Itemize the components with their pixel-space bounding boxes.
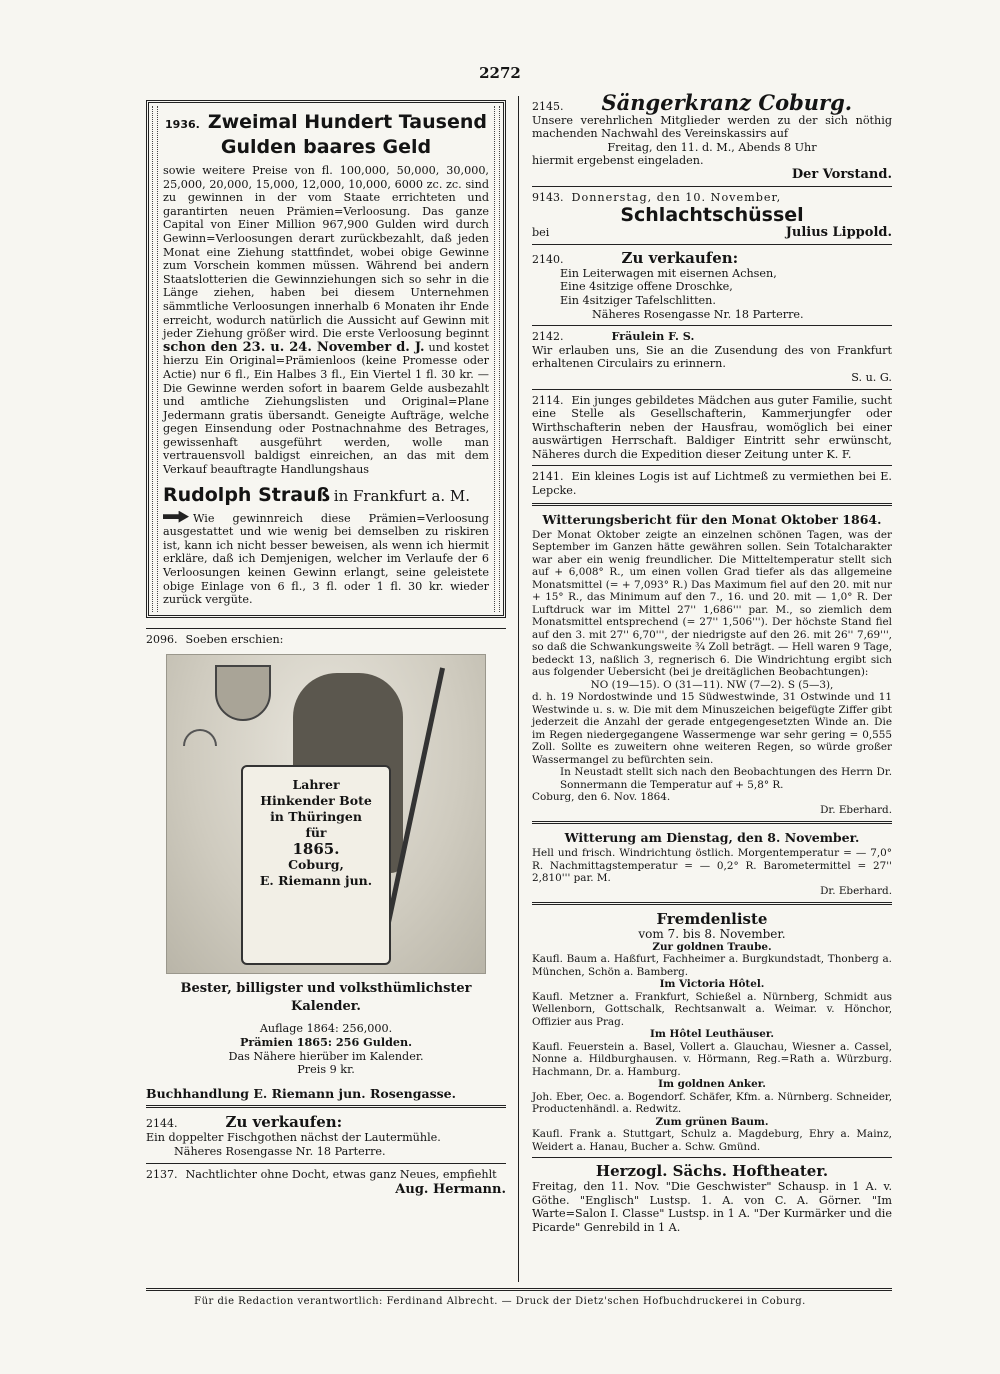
- ad-number: 2144.: [146, 1117, 178, 1131]
- schlachtschuessel-heading: Schlachtschüssel: [620, 204, 804, 227]
- divider: [146, 628, 506, 629]
- schlachtschuessel-ad: [532, 191, 892, 240]
- witterungsbericht-dateline: Coburg, den 6. Nov. 1864.: [532, 791, 671, 804]
- schlachtschuessel-date: Donnerstag, den 10. November,: [571, 190, 782, 204]
- calendar-woodcut-illustration: [166, 654, 486, 974]
- calendar-scroll: [241, 765, 391, 965]
- hotel-guests: Kaufl. Feuerstein a. Basel, Vollert a. Glauchau, Wiesner a. Cassel, Nonne a. Hildburghausen. v. Hörmann, Reg.=Rath a. Würzburg. Hachmann, Dr. a. Hamburg.: [532, 1040, 892, 1078]
- footer-imprint: Für die Redaction verantwortlich: Ferdinand Albrecht. — Druck der Dietz'schen Hofbuchdruckerei in Coburg.: [194, 1296, 806, 1307]
- ad-number: 2137.: [146, 1167, 178, 1181]
- maedchen-ad: [532, 394, 892, 462]
- hotel-guests: Kaufl. Baum a. Haßfurt, Fachheimer a. Burgkundstadt, Thonberg a. München, Schön a. Bamberg.: [532, 953, 892, 978]
- ad-number: 2141.: [532, 470, 564, 484]
- divider: [532, 389, 892, 390]
- hotel-name: Im Hôtel Leuthäuser.: [650, 1028, 774, 1041]
- hoftheater: [532, 1162, 892, 1234]
- fischgothen-heading: Zu verkaufen:: [225, 1113, 343, 1132]
- scroll-line: in Thüringen: [270, 809, 362, 825]
- divider: [532, 1157, 892, 1158]
- scroll-line: Coburg,: [288, 857, 344, 873]
- witterung-dienstag-heading: Witterung am Dienstag, den 8. November.: [564, 830, 860, 846]
- divider: [532, 325, 892, 326]
- ad-number: 1936.: [165, 118, 200, 131]
- verkaufen-line: Ein Leiterwagen mit eisernen Achsen,: [560, 266, 777, 280]
- lottery-closing-text: Wie gewinnreich diese Prämien=Verloosung ausgestattet und wie wenig bei demselben zu riskiren ist, kann ich nicht besser beweisen, als wenn ich hiermit erkläre, daß ich Demjenigen, welcher im Verlaufe der 6 Verloosungen keinen Gewinn erlangt, seine geleistete obige Einlage von 6 fl., 3 fl. oder 1 fl. 30 kr. wieder zurück vergüte.: [163, 511, 489, 607]
- footer-rule: [146, 1288, 892, 1291]
- saengerkranz-date: Freitag, den 11. d. M., Abends 8 Uhr: [607, 140, 817, 154]
- divider: [532, 503, 892, 506]
- calendar-seller: Buchhandlung E. Riemann jun. Rosengasse.: [146, 1085, 456, 1101]
- verkaufen-heading-line: [532, 249, 892, 267]
- scroll-year: 1865.: [292, 840, 340, 859]
- hotel-name: Im Victoria Hôtel.: [659, 978, 765, 991]
- calendar-ad: [146, 633, 506, 1101]
- nachtlichter-ad: [146, 1168, 506, 1200]
- hotel-guests: Joh. Eber, Oec. a. Bogendorf. Schäfer, Kfm. a. Nürnberg. Schneider, Productenhändl. a. Redwitz.: [532, 1090, 892, 1116]
- nachtlichter-text-line: [146, 1168, 506, 1182]
- lottery-body-1: sowie weitere Preise von fl. 100,000, 50,000, 30,000, 25,000, 20,000, 15,000, 12,000, 10,000, 6000 zc. zc. sind zu gewinnen in der vom Staate errichteten und garantirten neuen Prämien=Verloosung. Das ganze Capital von Einer Million 967,900 Gulden wird durch Gewinn=Verloosungen derart zurückbezahlt, daß jeden Monat eine Ziehung stattfindet, wobei obige Gewinne zum Vorschein kommen müssen. Während bei andern Staatslotterien die Gewinnziehungen sich so sehr in die Länge ziehen, haben bei diesem Unternehmen sämmtliche Verloosungen innerhalb 6 Monaten ihr Ende erreicht, wodurch natürlich die Aussicht auf Gewinn mit jeder Ziehung größer wird. Die erste Verloosung beginnt: [163, 164, 489, 341]
- hoftheater-heading: Herzogl. Sächs. Hoftheater.: [595, 1162, 829, 1181]
- schlachtschuessel-host: Julius Lippold.: [785, 225, 892, 241]
- verkaufen-line: Ein 4sitziger Tafelschlitten.: [560, 293, 716, 307]
- column-rule: [518, 96, 519, 1282]
- saengerkranz-text: Unsere verehrlichen Mitglieder werden zu der sich nöthig machenden Nachwahl des Vereinskassirs auf: [532, 113, 892, 141]
- lottery-closing: [163, 511, 489, 607]
- calendar-praemien: Prämien 1865: 256 Gulden.: [239, 1035, 413, 1049]
- fremdenliste: [532, 910, 892, 1153]
- lottery-firm-location: in Frankfurt a. M.: [333, 486, 471, 505]
- witterung-dienstag: [532, 829, 892, 897]
- calendar-intro: Soeben erschien:: [185, 632, 284, 646]
- calendar-intro-line: [146, 633, 506, 647]
- fischgothen-line: Näheres Rosengasse Nr. 18 Parterre.: [174, 1144, 386, 1158]
- nachtlichter-signature: Aug. Hermann.: [395, 1182, 506, 1198]
- divider: [532, 902, 892, 905]
- lottery-body-2: und kostet hierzu Ein Original=Prämienloos (keine Promesse oder Actie) nur 6 fl., Ein Halbes 3 fl., Ein Viertel 1 fl. 30 kr. — Die Gewinne werden sofort in baarem Gelde ausbezahlt und amtliche Ziehungslisten und Original=Plane Jedermann gratis übersandt. Geneigte Aufträge, welche gegen Einsendung oder Postnachnahme des Betrages, gewissenhaft ausgeführt werden, wolle man vertrauensvoll baldigst einreichen, an das mit dem Verkauf beauftragte Handlungshaus: [163, 340, 490, 477]
- page-number: 2272: [479, 64, 521, 82]
- fraeulein-text: Wir erlauben uns, Sie an die Zusendung des von Frankfurt erhaltenen Circulairs zu erinnern.: [532, 343, 892, 371]
- divider: [532, 186, 892, 187]
- left-column: [146, 96, 506, 1199]
- witterungsbericht-text-3: In Neustadt stellt sich nach den Beobachtungen des Herrn Dr. Sonnermann die Temperatur auf + 5,8° R.: [560, 766, 892, 791]
- hotel-guests: Kaufl. Frank a. Stuttgart, Schulz a. Magdeburg, Ehry a. Mainz, Weidert a. Hanau, Bucher a. Schw. Gmünd.: [532, 1128, 892, 1153]
- logis-ad: [532, 470, 892, 497]
- right-column: [532, 90, 892, 1235]
- fremdenliste-heading: Fremdenliste: [656, 910, 768, 929]
- scroll-line: Hinkender Bote: [260, 793, 372, 809]
- scroll-line: E. Riemann jun.: [259, 873, 373, 889]
- witterung-dienstag-text: Hell und frisch. Windrichtung östlich. Morgentemperatur = — 7,0° R. Nachmittagstemperatur = — 0,2° R. Barometermittel = 27'' 2,810''' par. M.: [532, 847, 892, 885]
- fischgothen-ad: [146, 1113, 506, 1158]
- saengerkranz-ad: [532, 90, 892, 182]
- verkaufen-line: Näheres Rosengasse Nr. 18 Parterre.: [592, 307, 804, 321]
- hotel-name: Zur goldnen Traube.: [652, 940, 772, 953]
- fischgothen-line: Ein doppelter Fischgothen nächst der Lautermühle.: [146, 1131, 441, 1145]
- ad-number: 2142.: [532, 330, 564, 344]
- fraeulein-heading: Fräulein F. S.: [611, 329, 695, 344]
- witterungsbericht-winds: NO (19—15). O (31—11). NW (7—2). S (5—3),: [590, 678, 834, 691]
- lottery-body: [163, 164, 489, 477]
- fremdenliste-dates: vom 7. bis 8. November.: [638, 927, 786, 942]
- verkaufen-line: Eine 4sitzige offene Droschke,: [560, 280, 733, 294]
- maedchen-text: Ein junges gebildetes Mädchen aus guter Familie, sucht eine Stelle als Gesellschafterin, Kammerjungfer oder Wirthschafterin neben der Hausfrau, womöglich bei einer auswärtigen Herrschaft. Baldiger Eintritt sehr erwünscht, Näheres durch die Expedition dieser Zeitung unter K. F.: [532, 393, 892, 461]
- coat-of-arms-icon: [215, 665, 271, 721]
- divider: [146, 1163, 506, 1164]
- fraeulein-heading-line: [532, 330, 892, 344]
- saengerkranz-text-2: hiermit ergebenst eingeladen.: [532, 154, 704, 168]
- fraeulein-ad: [532, 330, 892, 384]
- verkaufen-ad: [532, 249, 892, 321]
- calendar-details: Das Nähere hierüber im Kalender.: [228, 1049, 424, 1063]
- sunrise-icon: [183, 729, 217, 746]
- scroll-line: Lahrer: [292, 777, 340, 793]
- saengerkranz-heading-line: [532, 90, 892, 115]
- divider: [146, 1105, 506, 1108]
- lottery-headline-2: Gulden baares Geld: [220, 136, 432, 158]
- lottery-firm-line: [163, 484, 489, 506]
- lottery-headline: [163, 111, 489, 136]
- witterungsbericht: [532, 511, 892, 817]
- hotel-name: Im goldnen Anker.: [658, 1078, 766, 1091]
- fischgothen-heading-line: [146, 1113, 506, 1131]
- hotel-guests: Kaufl. Metzner a. Frankfurt, Schießel a. Nürnberg, Schmidt aus Wellenborn, Gottschalk, Rechtsanwalt a. Weimar. v. Hönchor, Offizier aus Prag.: [532, 990, 892, 1028]
- saengerkranz-signature: Der Vorstand.: [791, 166, 892, 182]
- lottery-firm: Rudolph Strauß: [163, 483, 331, 506]
- hoftheater-text: Freitag, den 11. Nov. "Die Geschwister" Schausp. in 1 A. v. Göthe. "Englisch" Lustsp. 1. A. von C. A. Görner. "Im Warte=Salon I. Classe" Lustsp. in 1 A. "Der Kurmärker und die Picarde" Genrebild in 1 A.: [532, 1180, 892, 1234]
- witterungsbericht-signature: Dr. Eberhard.: [820, 803, 892, 816]
- nachtlichter-text: Nachtlichter ohne Docht, etwas ganz Neues, empfiehlt: [185, 1167, 497, 1181]
- schlachtschuessel-bei: bei: [532, 226, 550, 240]
- ad-number: 9143.: [532, 190, 564, 204]
- fraeulein-signature: S. u. G.: [851, 370, 892, 384]
- logis-text-line: [532, 470, 892, 497]
- hotel-name: Zum grünen Baum.: [655, 1115, 769, 1128]
- witterungsbericht-text: Der Monat Oktober zeigte an einzelnen schönen Tagen, was der September im Ganzen hätte gewähren sollen. Sein Totalcharakter war aber ein wenig freundlicher. Die Mitteltemperatur stellt sich auf + 6,008° R., um einen vollen Grad tiefer als das allgemeine Monatsmittel (= + 7,093° R.) Das Maximum fiel auf den 20. mit nur + 15° R., das Minimum auf den 7., 16. und 20. mit — 1,0° R. Der Luftdruck war im Mittel 27'' 1,686''' par. M., so ziemlich dem Monatsmittel entsprechend (= 27'' 1,506'''). Der höchste Stand fiel auf den 3. mit 27'' 6,70''', der niedrigste auf den 26. mit 26'' 7,69''', so daß die Schwankungsweite ¾ Zoll beträgt. — Hell waren 9 Tage, bedeckt 13, naßlich 3, regnerisch 6. Die Windrichtung ergibt sich aus folgender Uebersicht (bei je dreitäglichen Beobachtungen):: [532, 528, 892, 679]
- ad-number: 2096.: [146, 632, 178, 646]
- scroll-line: für: [305, 825, 327, 841]
- calendar-price: Preis 9 kr.: [297, 1063, 355, 1077]
- witterung-dienstag-signature: Dr. Eberhard.: [820, 884, 892, 897]
- ad-number: 2114.: [532, 393, 564, 407]
- lottery-date: schon den 23. u. 24. November d. J.: [163, 339, 425, 355]
- witterungsbericht-heading: Witterungsbericht für den Monat Oktober 1864.: [542, 511, 882, 527]
- calendar-auflage: Auflage 1864: 256,000.: [259, 1022, 393, 1036]
- schlachtschuessel-host-line: [532, 226, 892, 240]
- saengerkranz-heading: Sängerkranz Coburg.: [601, 90, 853, 115]
- lottery-headline-1: Zweimal Hundert Tausend: [207, 111, 487, 133]
- lottery-ad: [146, 100, 506, 618]
- divider: [532, 821, 892, 824]
- ad-number: 2140.: [532, 252, 564, 266]
- calendar-tagline: Bester, billigster und volksthümlichster Kalender.: [180, 981, 472, 1015]
- divider: [532, 244, 892, 245]
- witterungsbericht-text-2: d. h. 19 Nordostwinde und 15 Südwestwinde, 31 Ostwinde und 11 Westwinde u. s. w. Die mit dem Minuszeichen beigefügte Ziffer gibt jederzeit die Anzahl der gerade entgegengesetzten Winde an. Die im Regen niedergegangene Wassermenge war sehr gering = 0,555 Zoll. Sollte es zuweitern ohne weiteren Regen, so würde großer Wassermangel zu befürchten sein.: [532, 691, 892, 766]
- divider: [532, 465, 892, 466]
- pointing-hand-icon: [163, 511, 189, 523]
- maedchen-text-line: [532, 394, 892, 462]
- verkaufen-heading: Zu verkaufen:: [621, 248, 739, 267]
- logis-text: Ein kleines Logis ist auf Lichtmeß zu vermiethen bei E. Lepcke.: [532, 470, 892, 498]
- schlachtschuessel-date-line: [532, 191, 892, 205]
- ad-number: 2145.: [532, 100, 564, 113]
